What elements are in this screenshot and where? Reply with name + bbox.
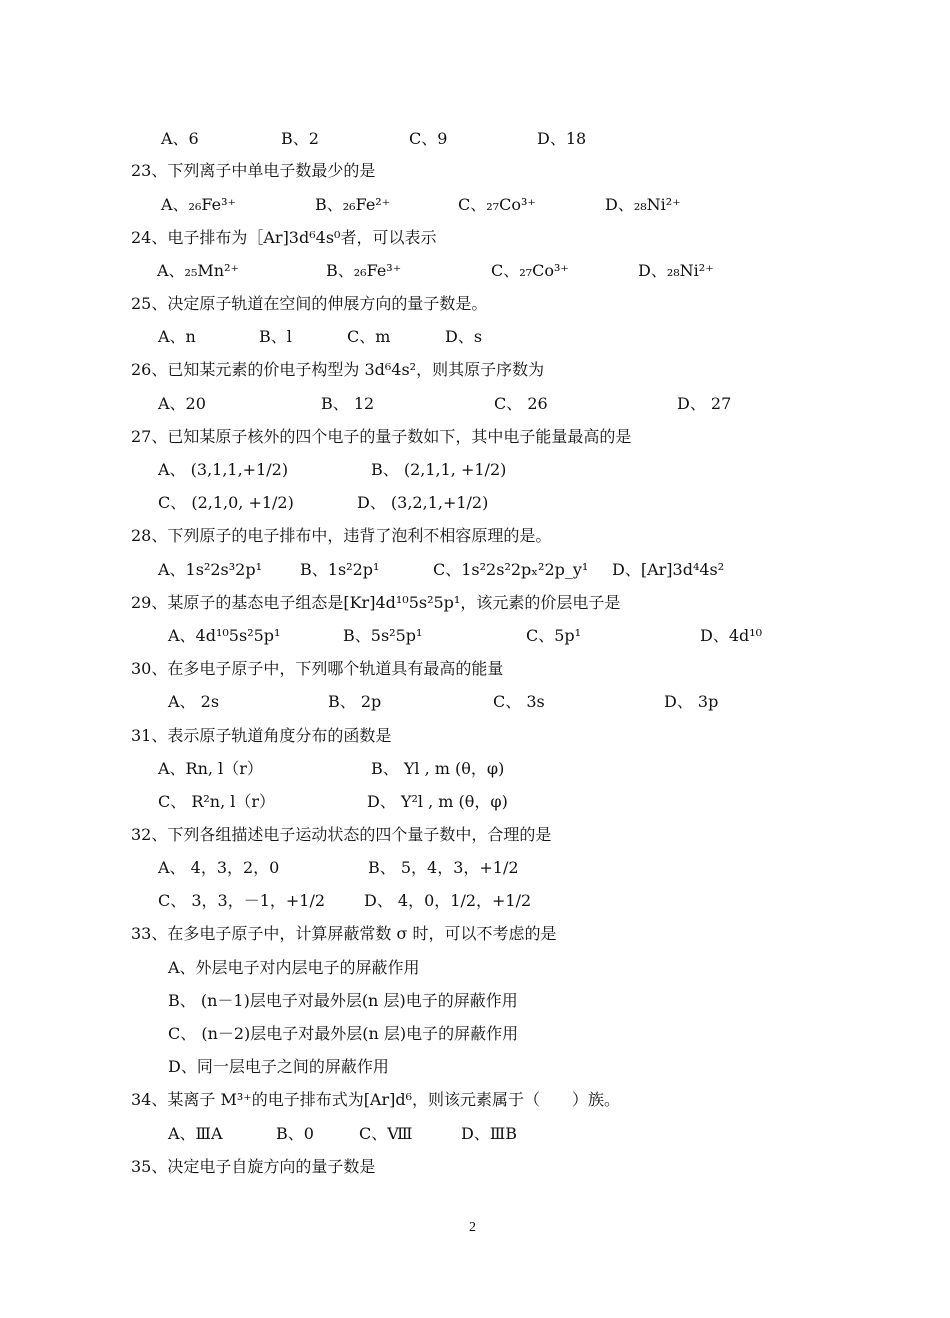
answer-option: C、1s²2s²2pₓ²2p_y¹ [433,560,589,579]
answer-option: D、₂₈Ni²⁺ [638,261,714,280]
question-text: 30、在多电子原子中，下列哪个轨道具有最高的能量 [131,659,504,678]
answer-option: B、0 [276,1124,314,1143]
answer-option: D、[Ar]3d⁴4s² [612,560,725,579]
question-text: 27、已知某原子核外的四个电子的量子数如下，其中电子能量最高的是 [131,427,632,446]
answer-option: D、4d¹⁰ [700,626,763,645]
answer-option: A、1s²2s³2p¹ [158,560,263,579]
answer-option: C、5p¹ [526,626,582,645]
question-text: 33、在多电子原子中，计算屏蔽常数 σ 时，可以不考虑的是 [131,924,557,943]
answer-option: C、₂₇Co³⁺ [458,195,536,214]
question-text: 25、决定原子轨道在空间的伸展方向的量子数是。 [131,294,488,313]
question-text: 35、决定电子自旋方向的量子数是 [131,1157,376,1176]
answer-option: B、1s²2p¹ [300,560,380,579]
question-text: 28、下列原子的电子排布中，违背了泡利不相容原理的是。 [131,526,552,545]
answer-option: D、ⅢB [461,1124,518,1143]
answer-option: A、外层电子对内层电子的屏蔽作用 [168,958,420,977]
answer-option: A、 4，3，2，0 [158,858,280,877]
answer-option: D、 3p [664,692,719,711]
question-text: 26、已知某元素的价电子构型为 3d⁶4s²，则其原子序数为 [131,360,545,379]
answer-option: B、₂₆Fe³⁺ [326,261,402,280]
answer-option: C、 26 [494,394,548,413]
question-text: 32、下列各组描述电子运动状态的四个量子数中，合理的是 [131,825,552,844]
answer-option: A、n [158,327,196,346]
answer-option: B、 (2,1,1, +1/2) [371,460,507,479]
answer-option: B、5s²5p¹ [343,626,423,645]
answer-option: D、 4，0，1/2，+1/2 [364,891,532,910]
answer-option: C、m [347,327,391,346]
answer-option: B、 2p [328,692,382,711]
question-text: 31、表示原子轨道角度分布的函数是 [131,726,392,745]
answer-option: A、4d¹⁰5s²5p¹ [168,626,281,645]
answer-option: C、Ⅷ [359,1124,413,1143]
answer-option: D、 (3,2,1,+1/2) [357,493,489,512]
answer-option: C、 (n－2)层电子对最外层(n 层)电子的屏蔽作用 [168,1024,519,1043]
question-text: 34、某离子 M³⁺的电子排布式为[Ar]d⁶，则该元素属于（ ）族。 [131,1090,621,1109]
answer-option: B、l [259,327,292,346]
answer-option: A、20 [158,394,206,413]
answer-option: C、9 [409,129,448,148]
page-number: 2 [469,1220,476,1235]
answer-option: B、 Yl , m (θ，φ) [371,759,505,778]
answer-option: A、₂₆Fe³⁺ [161,195,236,214]
answer-option: D、 27 [677,394,732,413]
answer-option: D、₂₈Ni²⁺ [605,195,681,214]
answer-option: B、 (n－1)层电子对最外层(n 层)电子的屏蔽作用 [168,991,518,1010]
answer-option: D、18 [537,129,587,148]
answer-option: B、 5，4，3，+1/2 [368,858,519,877]
answer-option: A、ⅢA [168,1124,223,1143]
question-text: 23、下列离子中单电子数最少的是 [131,161,376,180]
answer-option: B、₂₆Fe²⁺ [315,195,391,214]
answer-option: A、 2s [168,692,220,711]
answer-option: B、2 [281,129,319,148]
answer-option: A、Rn, l（r） [158,759,263,778]
answer-option: C、 3，3，－1，+1/2 [158,891,326,910]
answer-option: C、₂₇Co³⁺ [491,261,569,280]
answer-option: C、 3s [493,692,545,711]
answer-option: D、 Y²l , m (θ，φ) [367,792,508,811]
answer-option: D、s [445,327,483,346]
answer-option: A、₂₅Mn²⁺ [157,261,239,280]
answer-option: A、 (3,1,1,+1/2) [158,460,289,479]
question-text: 24、电子排布为［Ar]3d⁶4s⁰者，可以表示 [131,228,437,247]
answer-option: C、 (2,1,0, +1/2) [158,493,294,512]
question-text: 29、某原子的基态电子组态是[Kr]4d¹⁰5s²5p¹，该元素的价层电子是 [131,593,621,612]
answer-option: C、 R²n, l（r） [158,792,276,811]
answer-option: A、6 [161,129,199,148]
answer-option: B、 12 [321,394,375,413]
answer-option: D、同一层电子之间的屏蔽作用 [168,1057,389,1076]
